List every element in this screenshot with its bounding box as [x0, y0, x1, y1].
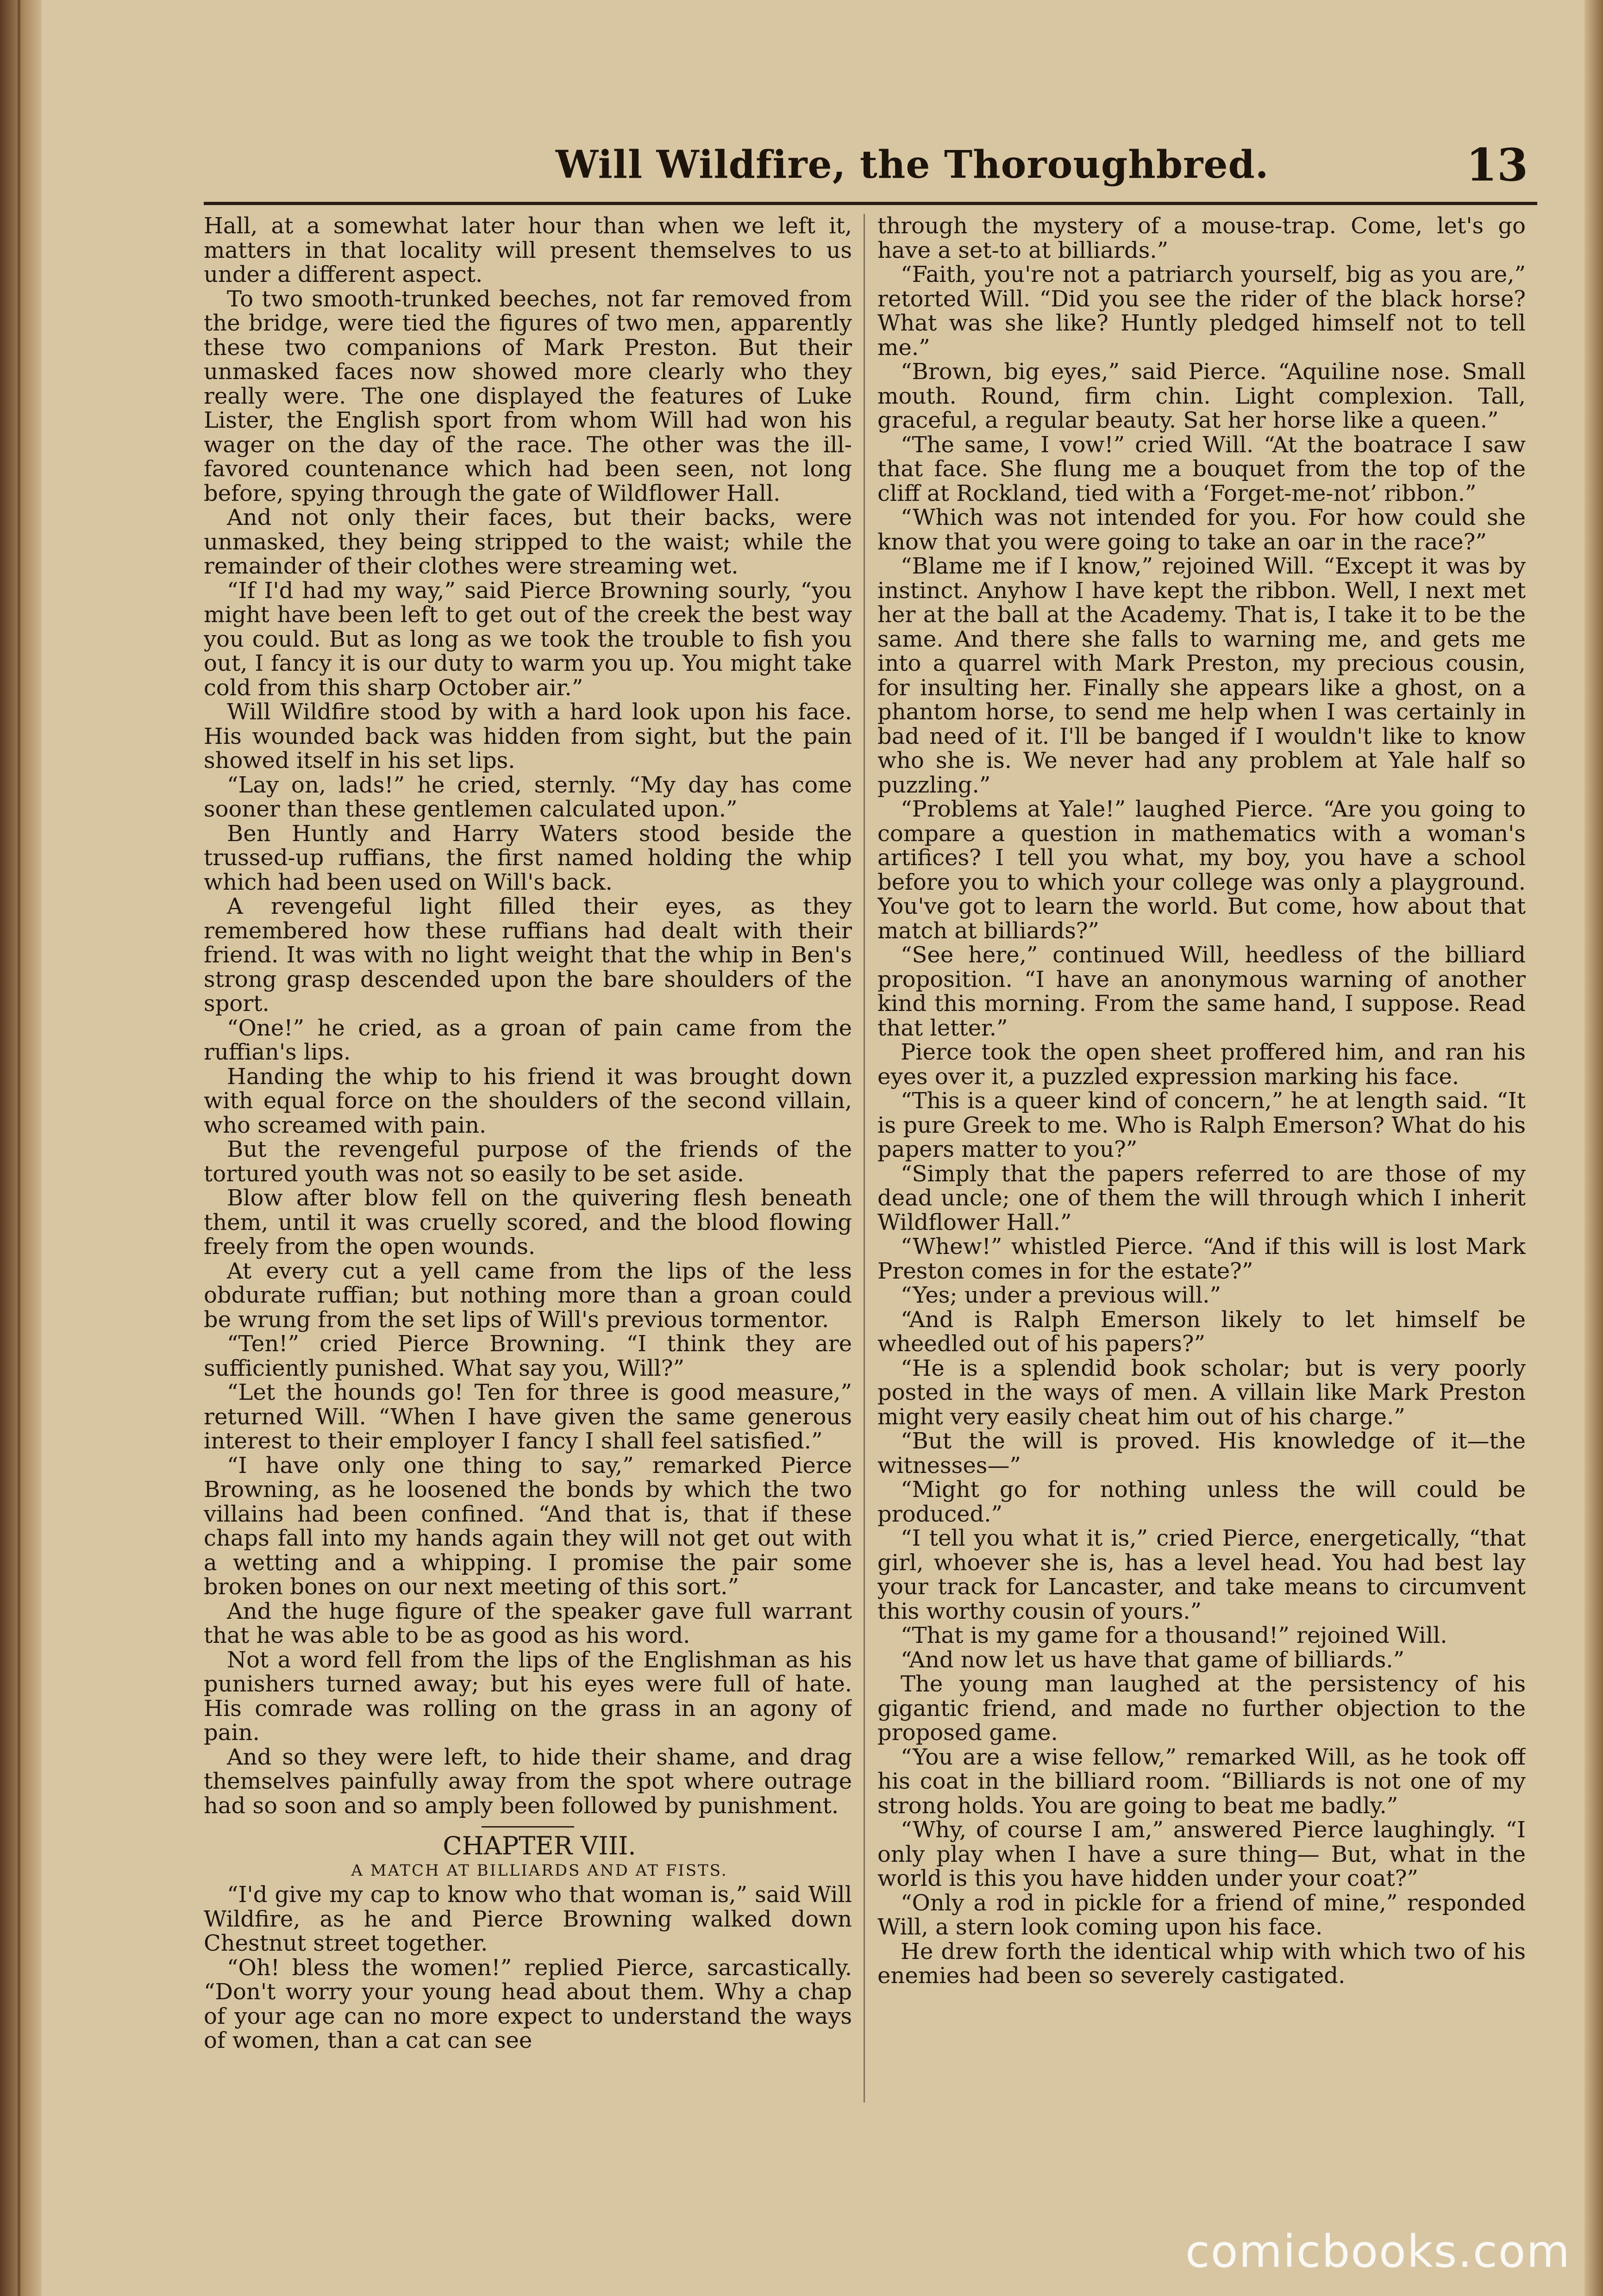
paragraph: “One!” he cried, as a groan of pain came from the ruffian's lips.: [204, 1015, 852, 1065]
paragraph: “You are a wise fellow,” remarked Will, as he took off his coat in the billiard room. “Billiards is not one of my strong holds. You are going to beat me badly.”: [877, 1744, 1526, 1819]
paragraph: “Blame me if I know,” rejoined Will. “Except it was by instinct. Anyhow I have kept the ribbon. Well, I next met her at the ball at the Academy. That is, I take it to be the same. And there she falls to warning me, and gets me into a quarrel with Mark Preston, my precious cousin, for insulting her. Finally she appears like a ghost, on a phantom horse, to send me help when I was certainly in bad need of it. I'll be banged if I wouldn't like to know who she is. We never had any problem at Yale half so puzzling.”: [877, 553, 1526, 798]
paragraph: The young man laughed at the persistency of his gigantic friend, and made no further objection to the proposed game.: [877, 1671, 1526, 1746]
paragraph: “The same, I vow!” cried Will. “At the boatrace I saw that face. She flung me a bouquet from the top of the cliff at Rockland, tied with a ‘Forget-me-not’ ribbon.”: [877, 431, 1526, 506]
paragraph: And not only their faces, but their backs, were unmasked, they being stripped to the waist; while the remainder of their clothes were streaming wet.: [204, 505, 852, 579]
chapter-subtitle: A MATCH AT BILLIARDS AND AT FISTS.: [351, 1861, 728, 1880]
paragraph: “And now let us have that game of billiards.”: [901, 1647, 1405, 1673]
story-title: Will Wildfire, the Thoroughbred.: [556, 143, 1269, 187]
column-divider: [864, 214, 865, 2103]
paragraph: Blow after blow fell on the quivering flesh beneath them, until it was cruelly scored, and the blood flowing freely from the open wounds.: [204, 1185, 852, 1260]
paragraph: “I'd give my cap to know who that woman is,” said Will Wildfire, as he and Pierce Browning walked down Chestnut street together.: [204, 1882, 852, 1956]
paragraph: Handing the whip to his friend it was brought down with equal force on the shoulders of the second villain, who screamed with pain.: [204, 1063, 852, 1138]
paragraph: “But the will is proved. His knowledge of it—the witnesses—”: [877, 1428, 1526, 1479]
paragraph: He drew forth the identical whip with which two of his enemies had been so severely castigated.: [877, 1938, 1526, 1989]
binding-spine: [0, 0, 42, 2296]
paragraph: “Whew!” whistled Pierce. “And if this will is lost Mark Preston comes in for the estate?”: [877, 1234, 1526, 1284]
paragraph: “Oh! bless the women!” replied Pierce, sarcastically. “Don't worry your young head about them. Why a chap of your age can no more expect to understand the ways of women, than a cat can see: [204, 1954, 852, 2053]
section-rule: [482, 1826, 574, 1828]
paragraph: “Faith, you're not a patriarch yourself, big as you are,” retorted Will. “Did you see the rider of the black horse? What was she like? Huntly pledged himself not to tell me.”: [877, 262, 1526, 361]
paragraph: Ben Huntly and Harry Waters stood beside the trussed-up ruffians, the first named holding the whip which had been used on Will's back.: [204, 820, 852, 895]
paragraph: Hall, at a somewhat later hour than when we left it, matters in that locality will present themselves to us under a different aspect.: [204, 214, 852, 287]
paragraph: “Simply that the papers referred to are those of my dead uncle; one of them the will through which I inherit Wildflower Hall.”: [877, 1160, 1526, 1235]
paragraph: “And is Ralph Emerson likely to let himself be wheedled out of his papers?”: [877, 1306, 1526, 1357]
paragraph: “Why, of course I am,” answered Pierce laughingly. “I only play when I have a sure thing— But, what in the world is this you have hidden under your coat?”: [877, 1817, 1526, 1891]
paragraph: At every cut a yell came from the lips of the less obdurate ruffian; but nothing more than a groan could be wrung from the set lips of Will's previous tormentor.: [204, 1258, 852, 1333]
paragraph: A revengeful light filled their eyes, as they remembered how these ruffians had dealt with their friend. It was with no light weight that the whip in Ben's strong grasp descended upon the bare shoulders of the sport.: [204, 893, 852, 1017]
page-number: 13: [1466, 139, 1528, 191]
paragraph: “Might go for nothing unless the will could be produced.”: [877, 1477, 1526, 1527]
running-header: [204, 139, 1537, 199]
paragraph: And the huge figure of the speaker gave full warrant that he was able to be as good as his word.: [204, 1598, 852, 1648]
paragraph: “Let the hounds go! Ten for three is good measure,” returned Will. “When I have given the same generous interest to their employer I fancy I shall feel satisfied.”: [204, 1379, 852, 1454]
paragraph: Not a word fell from the lips of the Englishman as his punishers turned away; but his eyes were full of hate. His comrade was rolling on the grass in an agony of pain.: [204, 1647, 852, 1746]
paragraph: “He is a splendid book scholar; but is very poorly posted in the ways of men. A villain like Mark Preston might very easily cheat him out of his charge.”: [877, 1355, 1526, 1430]
paragraph: through the mystery of a mouse-trap. Come, let's go have a set-to at billiards.”: [877, 214, 1526, 263]
left-column: [204, 214, 852, 2121]
paragraph: “Lay on, lads!” he cried, sternly. “My day has come sooner than these gentlemen calculated upon.”: [204, 772, 852, 822]
paragraph: “Which was not intended for you. For how could she know that you were going to take an oar in the race?”: [877, 505, 1526, 555]
right-column: [877, 214, 1526, 2121]
chapter-heading: CHAPTER VIII.: [443, 1831, 636, 1860]
paragraph: “I tell you what it is,” cried Pierce, energetically, “that girl, whoever she is, has a level head. You had best lay your track for Lancaster, and take means to circumvent this worthy cousin of yours.”: [877, 1525, 1526, 1624]
paragraph: “Only a rod in pickle for a friend of mine,” responded Will, a stern look coming upon his face.: [877, 1890, 1526, 1940]
paragraph: To two smooth-trunked beeches, not far removed from the bridge, were tied the figures of two men, apparently these two companions of Mark Preston. But their unmasked faces now showed more clearly who they really were. The one displayed the features of Luke Lister, the English sport from whom Will had won his wager on the day of the race. The other was the ill-favored countenance which had been seen, not long before, spying through the gate of Wildflower Hall.: [204, 286, 852, 506]
binding-stitch-line: [18, 0, 20, 2296]
paragraph: “See here,” continued Will, heedless of the billiard proposition. “I have an anonymous warning of another kind this morning. From the same hand, I suppose. Read that letter.”: [877, 942, 1526, 1041]
paragraph: “Yes; under a previous will.”: [901, 1282, 1221, 1308]
paragraph: “This is a queer kind of concern,” he at length said. “It is pure Greek to me. Who is Ralph Emerson? What do his papers matter to you?”: [877, 1088, 1526, 1162]
paragraph: “If I'd had my way,” said Pierce Browning sourly, “you might have been left to get out of the creek the best way you could. But as long as we took the trouble to fish you out, I fancy it is our duty to warm you up. You might take cold from this sharp October air.”: [204, 577, 852, 701]
paragraph: “That is my game for a thousand!” rejoined Will.: [901, 1622, 1447, 1648]
paragraph: “Problems at Yale!” laughed Pierce. “Are you going to compare a question in mathematics with a woman's artifices? I tell you what, my boy, you have a school before you to which your college was only a playground. You've got to learn the world. But come, how about that match at billiards?”: [877, 796, 1526, 944]
paragraph: “I have only one thing to say,” remarked Pierce Browning, as he loosened the bonds by which the two villains had been confined. “And that is, that if these chaps fall into my hands again they will not get out with a wetting and a whipping. I promise the pair some broken bones on our next meeting of this sort.”: [204, 1452, 852, 1600]
header-rule: [204, 202, 1537, 205]
paragraph: Will Wildfire stood by with a hard look upon his face. His wounded back was hidden from sight, but the pain showed itself in his set lips.: [204, 699, 852, 774]
paragraph: “Brown, big eyes,” said Pierce. “Aquiline nose. Small mouth. Round, firm chin. Light complexion. Tall, graceful, a regular beauty. Sat her horse like a queen.”: [877, 359, 1526, 433]
paragraph: Pierce took the open sheet proffered him, and ran his eyes over it, a puzzled expression marking his face.: [877, 1039, 1526, 1090]
page-edge: [1584, 0, 1603, 2296]
paragraph: And so they were left, to hide their shame, and drag themselves painfully away from the spot where outrage had so soon and so amply been followed by punishment.: [204, 1744, 852, 1819]
watermark: comicbooks.com: [1185, 2226, 1571, 2277]
paragraph: “Ten!” cried Pierce Browning. “I think they are sufficiently punished. What say you, Will?”: [204, 1331, 852, 1381]
paragraph: But the revengeful purpose of the friends of the tortured youth was not so easily to be set aside.: [204, 1136, 852, 1187]
